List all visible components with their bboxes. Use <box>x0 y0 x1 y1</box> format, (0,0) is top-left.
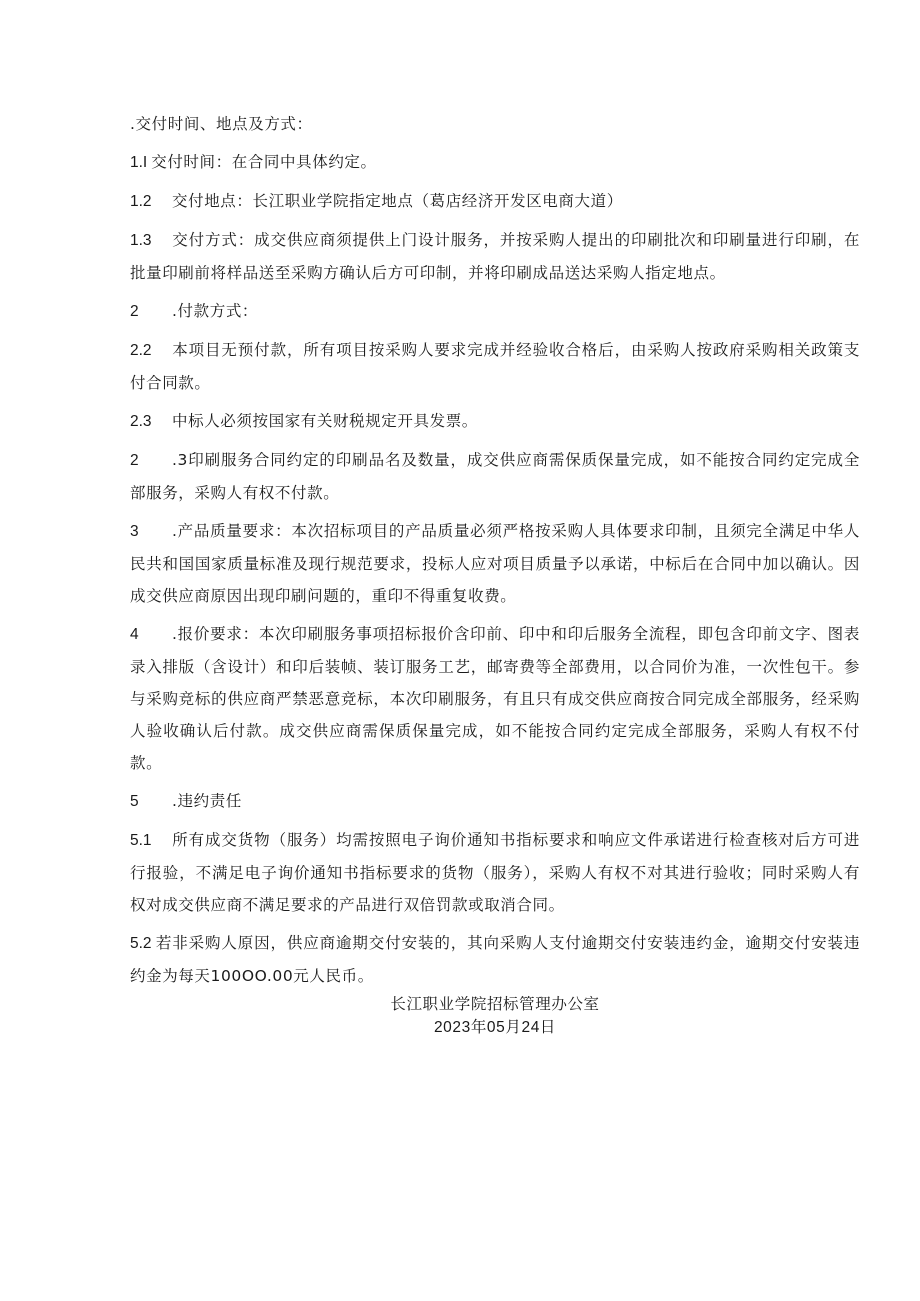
paragraph-2-number: 1.2 <box>130 193 152 210</box>
paragraph-9-text: .报价要求：本次印刷服务事项招标报价含印前、印中和印后服务全流程，即包含印前文字、图表录入排版（含设计）和印后装帧、装订服务工艺，邮寄费等全部费用，以合同价为准，一次性包干。参与采购竞标的供应商严禁恶意竞标，本次印刷服务，有且只有成交供应商按合同完成全部服务，经采购人验收确认后付款。成交供应商需保质保量完成，如不能按合同约定完成全部服务，采购人有权不付款。 <box>130 625 860 772</box>
signature-date: 2023年05月24日 <box>433 1019 557 1036</box>
paragraph-10-number: 5 <box>130 793 139 810</box>
paragraph-1-number: 1.I <box>130 154 148 171</box>
signature-organization: 长江职业学院招标管理办公室 <box>390 995 600 1013</box>
paragraph-0-text: .交付时间、地点及方式： <box>130 115 313 133</box>
paragraph-6-text: 中标人必须按国家有关财税规定开具发票。 <box>172 412 478 430</box>
paragraph-6 <box>130 405 860 438</box>
paragraph-10-text: .违约责任 <box>172 792 242 810</box>
paragraph-8-number: 3 <box>130 523 139 540</box>
paragraph-3 <box>130 224 860 289</box>
paragraph-5-text: 本项目无预付款，所有项目按采购人要求完成并经验收合格后，由采购人按政府采购相关政策支付合同款。 <box>130 341 860 392</box>
paragraph-12 <box>130 927 860 992</box>
paragraph-8 <box>130 515 860 612</box>
paragraph-1 <box>130 146 860 179</box>
paragraph-7 <box>130 444 860 509</box>
paragraph-3-number: 1.3 <box>130 232 152 249</box>
paragraph-11-text: 所有成交货物（服务）均需按照电子询价通知书指标要求和响应文件承诺进行检查核对后方可进行报验，不满足电子询价通知书指标要求的货物（服务），采购人有权不对其进行验收；同时采购人有权对成交供应商不满足要求的产品进行双倍罚款或取消合同。 <box>130 831 860 914</box>
paragraph-11-number: 5.1 <box>130 832 152 849</box>
paragraph-11 <box>130 824 860 921</box>
paragraph-2 <box>130 185 860 218</box>
paragraph-9-number: 4 <box>130 626 139 643</box>
paragraph-12-text: 若非采购人原因，供应商逾期交付安装的，其向采购人支付逾期交付安装违约金，逾期交付安装违约金为每天100OO.00元人民币。 <box>130 934 860 985</box>
paragraph-1-text: 交付时间：在合同中具体约定。 <box>151 153 377 171</box>
paragraph-3-text: 交付方式：成交供应商须提供上门设计服务，并按采购人提出的印刷批次和印刷量进行印刷，在批量印刷前将样品送至采购方确认后方可印制，并将印刷成品送达采购人指定地点。 <box>130 231 860 282</box>
paragraph-5 <box>130 334 860 399</box>
paragraph-4-text: .付款方式： <box>172 302 259 320</box>
paragraph-10 <box>130 785 860 818</box>
paragraph-6-number: 2.3 <box>130 413 152 430</box>
paragraph-4 <box>130 295 860 328</box>
paragraph-0 <box>130 108 860 140</box>
paragraph-7-text: .3印刷服务合同约定的印刷品名及数量，成交供应商需保质保量完成，如不能按合同约定完成全部服务，采购人有权不付款。 <box>130 451 860 502</box>
document-page <box>130 108 860 1040</box>
paragraph-12-number: 5.2 <box>130 935 152 952</box>
paragraph-8-text: .产品质量要求：本次招标项目的产品质量必须严格按采购人具体要求印制，且须完全满足中华人民共和国国家质量标准及现行规范要求，投标人应对项目质量予以承诺，中标后在合同中加以确认。因成交供应商原因出现印刷问题的，重印不得重复收费。 <box>130 522 860 605</box>
paragraph-2-text: 交付地点：长江职业学院指定地点（葛店经济开发区电商大道） <box>172 192 623 210</box>
paragraph-5-number: 2.2 <box>130 342 152 359</box>
paragraph-9 <box>130 618 860 779</box>
paragraph-4-number: 2 <box>130 303 139 320</box>
paragraph-7-number: 2 <box>130 452 139 469</box>
